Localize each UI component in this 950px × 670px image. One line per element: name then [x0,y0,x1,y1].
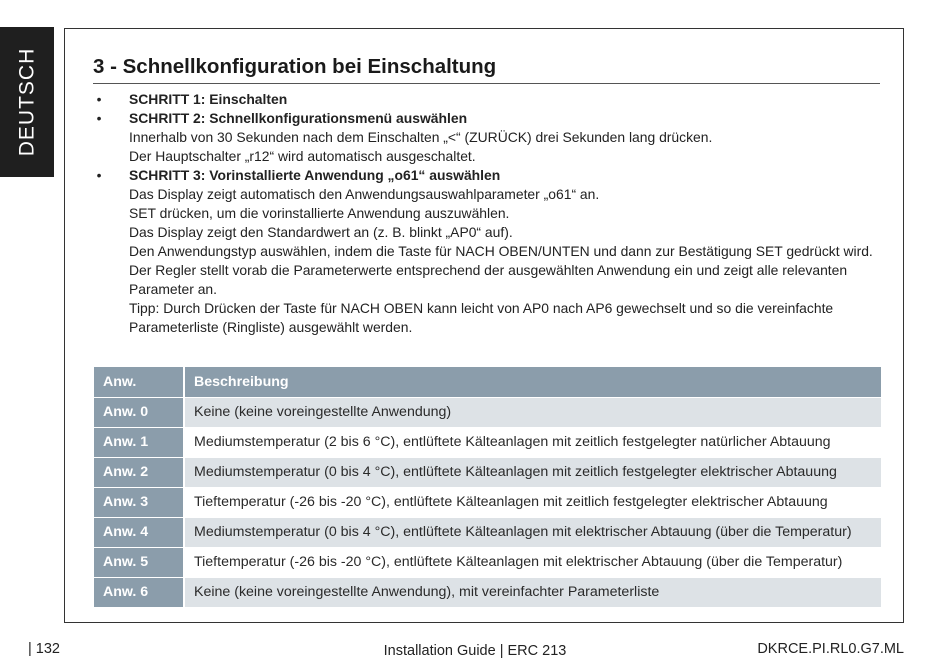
application-table [94,367,881,608]
column-header-description: Beschreibung [184,367,881,397]
step-3-line: Tipp: Durch Drücken der Taste für NACH OBEN kann leicht von AP0 nach AP6 gewechselt und so die vereinfachte Parameterliste (Ringliste) ausgewählt werden. [129,300,834,335]
step-3-heading: SCHRITT 3: Vorinstallierte Anwendung „o61“ auswählen [129,167,501,183]
table-row [94,397,881,427]
application-id-cell: Anw. 0 [94,397,184,427]
step-3-line: Den Anwendungstyp auswählen, indem die Taste für NACH OBEN/UNTEN und dann zur Bestätigung SET gedrückt wird. [129,243,873,259]
step-1-heading: SCHRITT 1: Einschalten [129,91,288,107]
table-row [94,457,881,487]
section-title: 3 - Schnellkonfiguration bei Einschaltung [93,55,497,78]
application-id-cell: Anw. 3 [94,487,184,517]
language-tab [0,27,54,177]
page-number: | 132 [28,641,60,657]
application-description-cell: Mediumstemperatur (2 bis 6 °C), entlüftete Kälteanlagen mit zeitlich festgelegter natürlicher Abtauung [184,427,881,457]
language-tab-label: DEUTSCH [15,47,39,157]
application-description-cell: Mediumstemperatur (0 bis 4 °C), entlüftete Kälteanlagen mit zeitlich festgelegter elektrischer Abtauung [184,457,881,487]
table-row [94,547,881,577]
bullet-icon: • [96,167,102,183]
step-3-line: SET drücken, um die vorinstallierte Anwendung auszuwählen. [129,205,510,221]
application-id-cell: Anw. 4 [94,517,184,547]
application-description-cell: Tieftemperatur (-26 bis -20 °C), entlüftete Kälteanlagen mit elektrischer Abtauung (über die Temperatur) [184,547,881,577]
application-description-cell: Tieftemperatur (-26 bis -20 °C), entlüftete Kälteanlagen mit zeitlich festgelegter elektrischer Abtauung [184,487,881,517]
document-title: Installation Guide | ERC 213 [383,643,567,659]
bullet-icon: • [96,110,102,126]
application-description-cell: Mediumstemperatur (0 bis 4 °C), entlüftete Kälteanlagen mit elektrischer Abtauung (über die Temperatur) [184,517,881,547]
table-row [94,577,881,607]
application-description-cell: Keine (keine voreingestellte Anwendung), mit vereinfachter Parameterliste [184,577,881,607]
application-id-cell: Anw. 6 [94,577,184,607]
step-3 [93,166,880,337]
step-2 [93,109,880,166]
application-id-cell: Anw. 1 [94,427,184,457]
step-3-line: Der Regler stellt vorab die Parameterwerte entsprechend der ausgewählten Anwendung ein und zeigt alle relevanten Parameter an. [129,262,848,297]
title-divider [93,83,880,84]
step-list [93,90,880,337]
step-2-line: Der Hauptschalter „r12“ wird automatisch ausgeschaltet. [129,148,476,164]
table-row [94,427,881,457]
table-row [94,517,881,547]
bullet-icon: • [96,91,102,107]
step-2-heading: SCHRITT 2: Schnellkonfigurationsmenü auswählen [129,110,468,126]
application-id-cell: Anw. 2 [94,457,184,487]
column-header-anw: Anw. [94,367,184,397]
document-code: DKRCE.PI.RL0.G7.ML [757,641,904,657]
application-id-cell: Anw. 5 [94,547,184,577]
step-3-line: Das Display zeigt automatisch den Anwendungsauswahlparameter „o61“ an. [129,186,600,202]
table-header-row [94,367,881,397]
step-1 [93,90,880,109]
application-description-cell: Keine (keine voreingestellte Anwendung) [184,397,881,427]
step-3-line: Das Display zeigt den Standardwert an (z. B. blinkt „AP0“ auf). [129,224,513,240]
table-row [94,487,881,517]
step-2-line: Innerhalb von 30 Sekunden nach dem Einschalten „<“ (ZURÜCK) drei Sekunden lang drücken. [129,129,713,145]
